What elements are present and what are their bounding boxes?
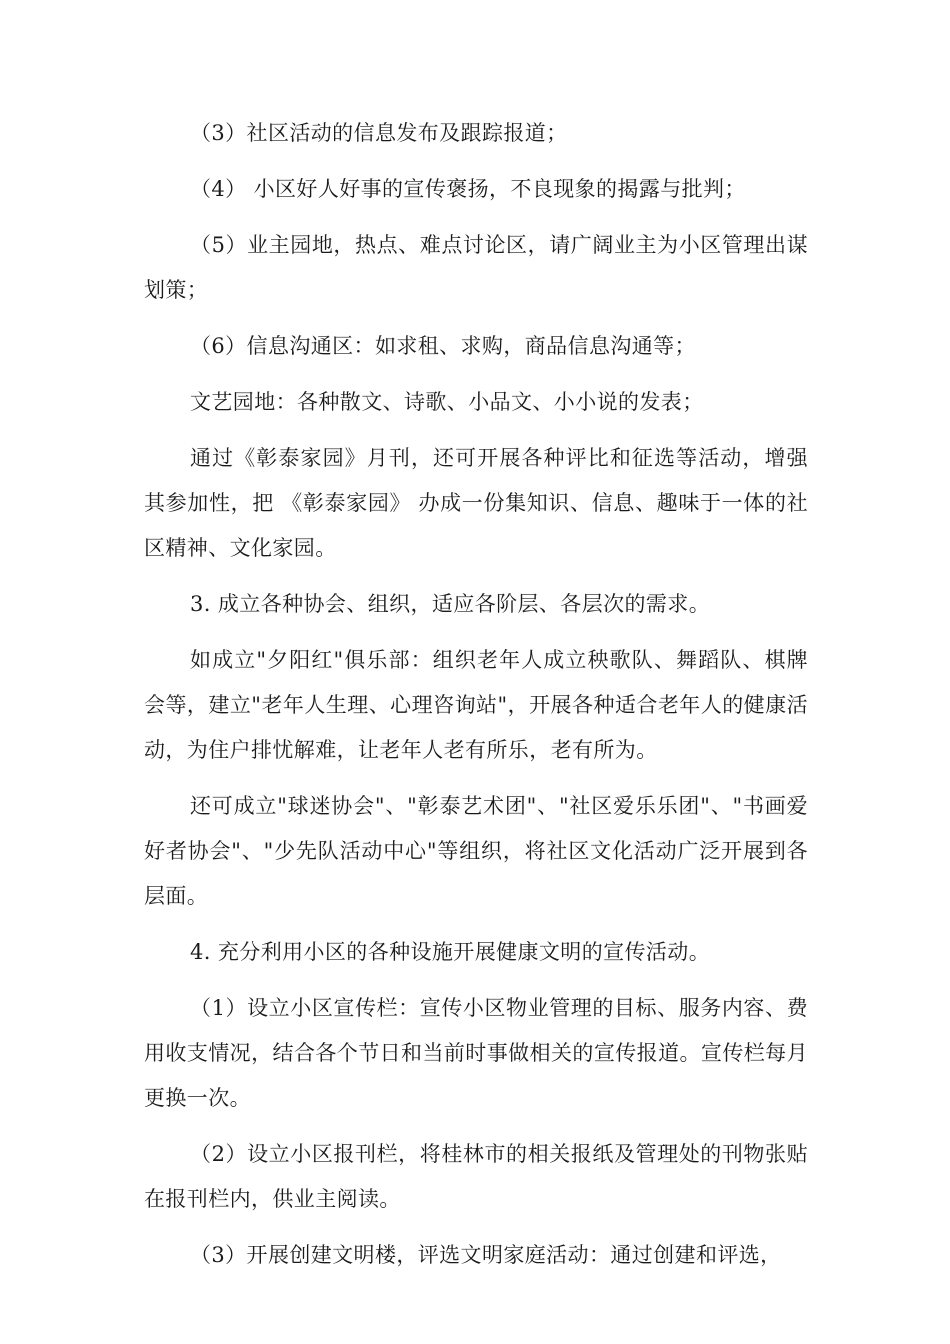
paragraph-other-groups: 还可成立"球迷协会"、"彰泰艺术团"、"社区爱乐乐团"、"书画爱好者协会"、"少先队活动中心"等组织，将社区文化活动广泛开展到各层面。 [144, 794, 808, 908]
document-body [144, 111, 808, 1289]
paragraph-activity-news: （3）社区活动的信息发布及跟踪报道； [190, 121, 568, 145]
paragraph-owner-forum: （5）业主园地，热点、难点讨论区，请广阔业主为小区管理出谋划策； [144, 233, 808, 302]
paragraph-newspaper-board: （2）设立小区报刊栏，将桂林市的相关报纸及管理处的刊物张贴在报刊栏内，供业主阅读。 [144, 1142, 808, 1211]
section-heading-associations: 3. 成立各种协会、组织，适应各阶层、各层次的需求。 [190, 592, 711, 616]
paragraph-sunset-club: 如成立"夕阳红"俱乐部：组织老年人成立秧歌队、舞蹈队、棋牌会等，建立"老年人生理、心理咨询站"，开展各种适合老年人的健康活动，为住户排忧解难，让老年人老有所乐，老有所为。 [144, 648, 808, 762]
paragraph-literary-garden: 文艺园地：各种散文、诗歌、小品文、小小说的发表； [190, 390, 704, 414]
paragraph-monthly-magazine: 通过《彰泰家园》月刊，还可开展各种评比和征选等活动，增强其参加性，把 《彰泰家园》 办成一份集知识、信息、趣味于一体的社区精神、文化家园。 [144, 446, 808, 560]
paragraph-civilized-building: （3）开展创建文明楼，评选文明家庭活动：通过创建和评选， [190, 1243, 782, 1267]
section-heading-facilities: 4. 充分利用小区的各种设施开展健康文明的宣传活动。 [190, 940, 711, 964]
paragraph-good-deeds: （4） 小区好人好事的宣传褒扬，不良现象的揭露与批判； [190, 177, 746, 201]
paragraph-info-exchange: （6）信息沟通区：如求租、求购，商品信息沟通等； [190, 334, 696, 358]
paragraph-bulletin-board: （1）设立小区宣传栏：宣传小区物业管理的目标、服务内容、费用收支情况，结合各个节日和当前时事做相关的宣传报道。宣传栏每月更换一次。 [144, 996, 808, 1110]
